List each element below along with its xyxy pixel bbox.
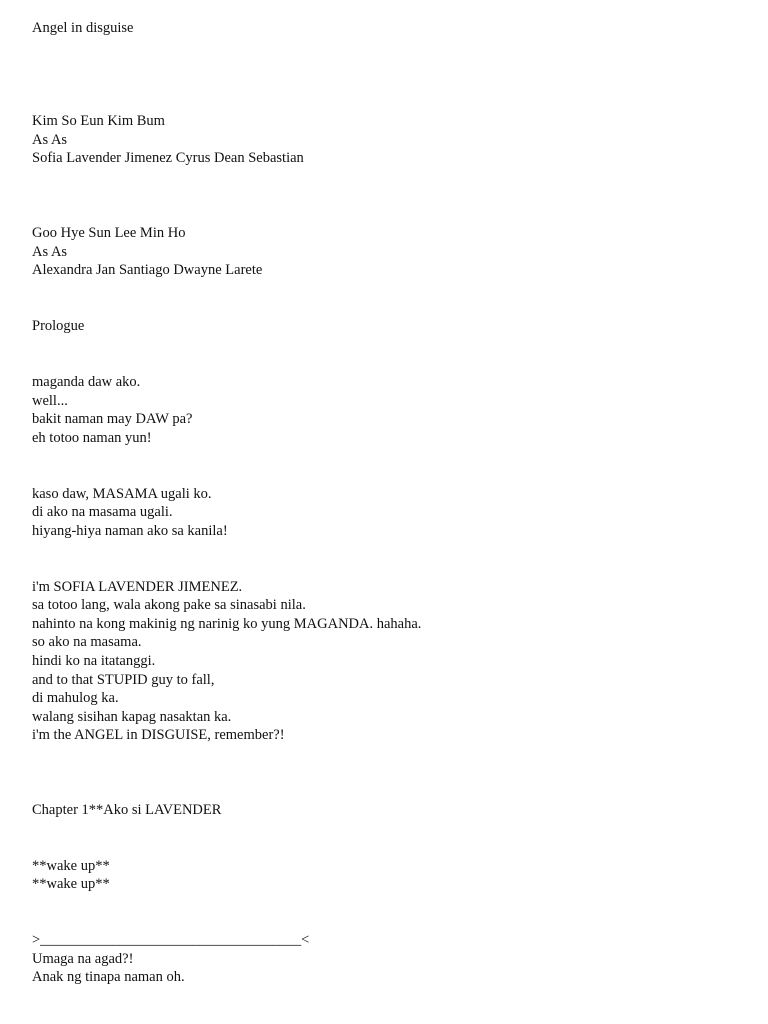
cast-2-as: As As (32, 244, 68, 260)
text-line: di ako na masama ugali. (32, 504, 173, 520)
text-line: so ako na masama. (32, 634, 142, 650)
text-line: eh totoo naman yun! (32, 430, 152, 446)
text-line: walang sisihan kapag nasaktan ka. (32, 709, 232, 725)
text-line: Umaga na agad?! (32, 951, 134, 967)
text-line: bakit naman may DAW pa? (32, 411, 193, 427)
text-line: well... (32, 393, 68, 409)
text-line: hiyang-hiya naman ako sa kanila! (32, 523, 228, 539)
text-line: **wake up** (32, 858, 110, 874)
text-line: Anak ng tinapa naman oh. (32, 969, 185, 985)
document-title: Angel in disguise (32, 20, 134, 36)
prologue-heading: Prologue (32, 318, 85, 334)
text-line: maganda daw ako. (32, 374, 141, 390)
text-line: sa totoo lang, wala akong pake sa sinasabi nila. (32, 597, 306, 613)
cast-2-roles: Alexandra Jan Santiago Dwayne Larete (32, 262, 263, 278)
chapter-heading: Chapter 1**Ako si LAVENDER (32, 802, 222, 818)
text-line: i'm the ANGEL in DISGUISE, remember?! (32, 727, 285, 743)
text-line: **wake up** (32, 876, 110, 892)
text-line: di mahulog ka. (32, 690, 119, 706)
cast-1-roles: Sofia Lavender Jimenez Cyrus Dean Sebastian (32, 150, 304, 166)
cast-1-as: As As (32, 132, 68, 148)
text-line: kaso daw, MASAMA ugali ko. (32, 486, 212, 502)
cast-2-actors: Goo Hye Sun Lee Min Ho (32, 225, 186, 241)
text-line: i'm SOFIA LAVENDER JIMENEZ. (32, 579, 243, 595)
text-line: >____________________________________< (32, 932, 310, 948)
text-line: and to that STUPID guy to fall, (32, 672, 215, 688)
cast-1-actors: Kim So Eun Kim Bum (32, 113, 165, 129)
text-line: hindi ko na itatanggi. (32, 653, 156, 669)
text-line: nahinto na kong makinig ng narinig ko yung MAGANDA. hahaha. (32, 616, 422, 632)
